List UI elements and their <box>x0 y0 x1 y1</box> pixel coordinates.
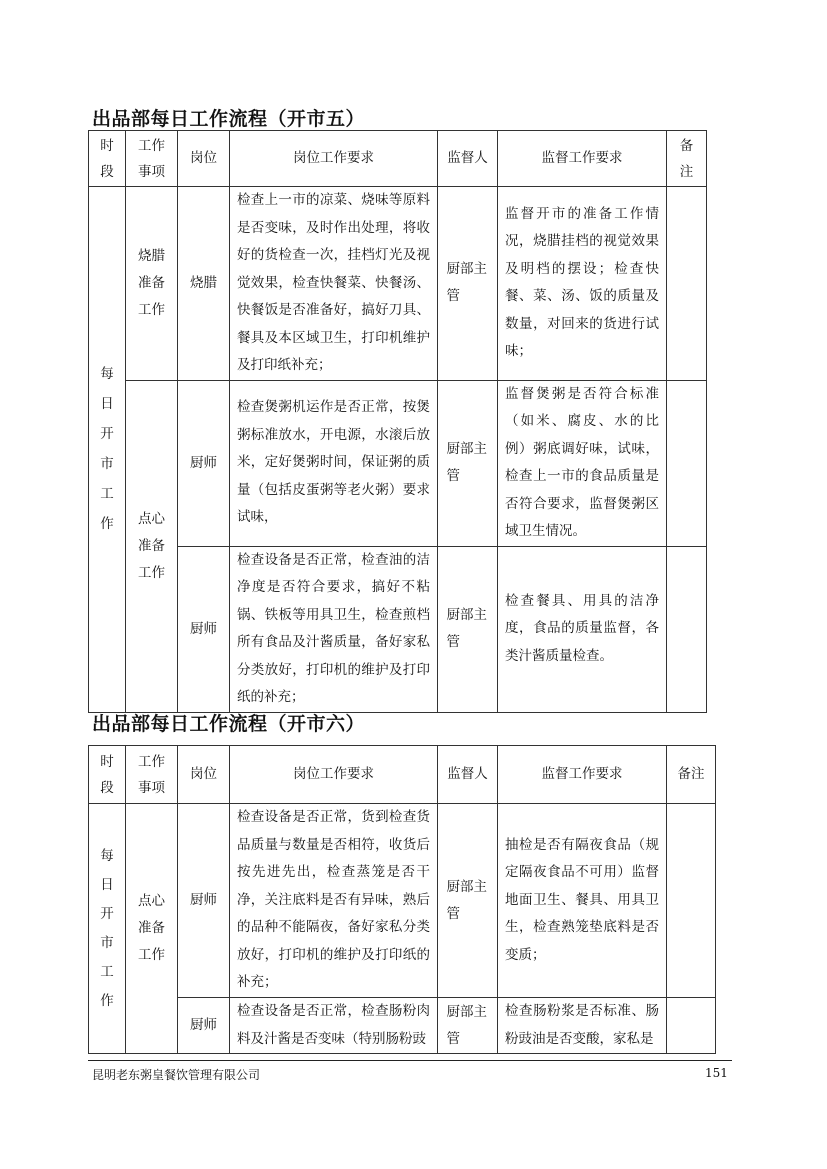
header-remarks: 备注 <box>667 746 716 804</box>
remarks-cell <box>667 380 707 546</box>
header-post: 岗位 <box>178 746 230 804</box>
table-row <box>89 187 707 381</box>
page-number: 151 <box>705 1066 728 1080</box>
table-row <box>89 998 716 1054</box>
workflow-table-1 <box>88 130 707 713</box>
post-cell: 厨师 <box>178 998 230 1054</box>
post-cell: 厨师 <box>178 546 230 712</box>
header-requirements: 岗位工作要求 <box>230 746 438 804</box>
requirements-cell: 检查设备是否正常，货到检查货品质量与数量是否相符，收货后按先进先出，检查蒸笼是否干净，关注底料是否有异味，熟后的品种不能隔夜，备好家私分类放好，打印机的维护及打印纸的补充； <box>230 804 438 998</box>
workflow-table-2 <box>88 745 716 1054</box>
supervise-req-cell: 抽检是否有隔夜食品（规定隔夜食品不可用）监督地面卫生、餐具、用具卫生，检查熟笼垫底料是否变质； <box>498 804 667 998</box>
period-cell: 每日开市工作 <box>89 187 126 713</box>
post-cell: 厨师 <box>178 380 230 546</box>
table-row <box>89 380 707 546</box>
header-requirements: 岗位工作要求 <box>230 131 438 187</box>
post-cell: 厨师 <box>178 804 230 998</box>
supervisor-cell: 厨部主管 <box>438 804 498 998</box>
table-2-header-row <box>89 746 716 804</box>
supervise-req-cell: 监督煲粥是否符合标准（如米、腐皮、水的比例）粥底调好味，试味，检查上一市的食品质量是否符合要求，监督煲粥区域卫生情况。 <box>498 380 667 546</box>
header-period: 时段 <box>89 746 126 804</box>
header-remarks: 备注 <box>667 131 707 187</box>
remarks-cell <box>667 546 707 712</box>
supervise-req-cell: 监督开市的准备工作情况，烧腊挂档的视觉效果及明档的摆设；检查快餐、菜、汤、饭的质量及数量，对回来的货进行试味； <box>498 187 667 381</box>
period-cell: 每日开市工作 <box>89 804 126 1054</box>
remarks-cell <box>667 187 707 381</box>
supervisor-cell: 厨部主管 <box>438 380 498 546</box>
requirements-cell: 检查煲粥机运作是否正常，按煲粥标准放水，开电源，水滚后放米，定好煲粥时间，保证粥的质量（包括皮蛋粥等老火粥）要求试味， <box>230 380 438 546</box>
header-supervise-req: 监督工作要求 <box>498 746 667 804</box>
matter-cell: 烧腊准备工作 <box>126 187 178 381</box>
header-matter: 工作事项 <box>126 746 178 804</box>
table-row <box>89 804 716 998</box>
footer-company: 昆明老东粥皇餐饮管理有限公司 <box>92 1068 261 1082</box>
supervise-req-cell: 检查肠粉浆是否标准、肠粉豉油是否变酸，家私是 <box>498 998 667 1054</box>
header-post: 岗位 <box>178 131 230 187</box>
requirements-cell: 检查设备是否正常，检查肠粉肉料及汁酱是否变味（特别肠粉豉 <box>230 998 438 1054</box>
supervisor-cell: 厨部主管 <box>438 998 498 1054</box>
matter-cell: 点心准备工作 <box>126 380 178 712</box>
supervisor-cell: 厨部主管 <box>438 187 498 381</box>
requirements-cell: 检查设备是否正常，检查油的洁净度是否符合要求，搞好不粘锅、铁板等用具卫生，检查煎档所有食品及汁酱质量，备好家私分类放好，打印机的维护及打印纸的补充； <box>230 546 438 712</box>
section-2-title: 出品部每日工作流程（开市六） <box>92 713 366 735</box>
footer-divider <box>88 1060 732 1061</box>
remarks-cell <box>667 804 716 998</box>
supervise-req-cell: 检查餐具、用具的洁净度，食品的质量监督，各类汁酱质量检查。 <box>498 546 667 712</box>
supervisor-cell: 厨部主管 <box>438 546 498 712</box>
header-supervise-req: 监督工作要求 <box>498 131 667 187</box>
header-supervisor: 监督人 <box>438 746 498 804</box>
table-row <box>89 546 707 712</box>
section-1-title: 出品部每日工作流程（开市五） <box>92 108 366 130</box>
remarks-cell <box>667 998 716 1054</box>
header-period: 时段 <box>89 131 126 187</box>
requirements-cell: 检查上一市的凉菜、烧味等原料是否变味，及时作出处理，将收好的货检查一次，挂档灯光及视觉效果，检查快餐菜、快餐汤、快餐饭是否准备好，搞好刀具、餐具及本区域卫生，打印机维护及打印纸补充； <box>230 187 438 381</box>
header-matter: 工作事项 <box>126 131 178 187</box>
matter-cell: 点心准备工作 <box>126 804 178 1054</box>
header-supervisor: 监督人 <box>438 131 498 187</box>
post-cell: 烧腊 <box>178 187 230 381</box>
table-1-header-row <box>89 131 707 187</box>
